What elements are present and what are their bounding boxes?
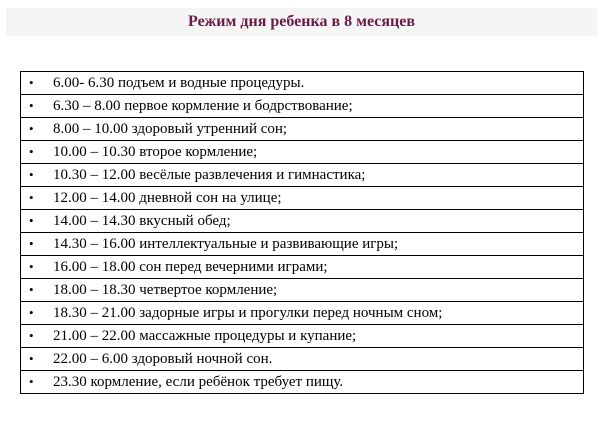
schedule-body (21, 72, 584, 394)
bullet-icon: • (29, 304, 34, 320)
bullet-icon: • (29, 235, 34, 251)
bullet-icon: • (29, 212, 34, 228)
schedule-row (21, 118, 584, 141)
page-title: Режим дня ребенка в 8 месяцев (188, 13, 415, 30)
schedule-row (21, 371, 584, 394)
schedule-item-text: 10.00 – 10.30 второе кормление; (53, 143, 258, 160)
schedule-item-text: 18.00 – 18.30 четвертое кормление; (53, 281, 278, 298)
bullet-icon: • (29, 143, 34, 159)
bullet-icon: • (29, 166, 34, 182)
schedule-row (21, 95, 584, 118)
schedule-cell (21, 279, 584, 302)
schedule-item-text: 14.30 – 16.00 интеллектуальные и развивающие игры; (53, 235, 399, 252)
bullet-icon: • (29, 327, 34, 343)
schedule-cell (21, 141, 584, 164)
schedule-row (21, 187, 584, 210)
schedule-row (21, 164, 584, 187)
schedule-item-text: 21.00 – 22.00 массажные процедуры и купание; (53, 327, 357, 344)
bullet-icon: • (29, 373, 34, 389)
schedule-row (21, 279, 584, 302)
bullet-icon: • (29, 258, 34, 274)
bullet-icon: • (29, 350, 34, 366)
schedule-row (21, 302, 584, 325)
schedule-item-text: 23.30 кормление, если ребёнок требует пищу. (53, 373, 344, 390)
schedule-row (21, 72, 584, 95)
schedule-cell (21, 72, 584, 95)
schedule-row (21, 325, 584, 348)
schedule-item-text: 6.30 – 8.00 первое кормление и бодрствование; (53, 97, 353, 114)
schedule-cell (21, 187, 584, 210)
schedule-row (21, 233, 584, 256)
schedule-item-text: 22.00 – 6.00 здоровый ночной сон. (53, 350, 273, 367)
title-bar (6, 8, 597, 36)
schedule-table (20, 71, 584, 394)
schedule-cell (21, 371, 584, 394)
schedule-cell (21, 164, 584, 187)
schedule-cell (21, 233, 584, 256)
schedule-row (21, 141, 584, 164)
schedule-cell (21, 95, 584, 118)
schedule-item-text: 12.00 – 14.00 дневной сон на улице; (53, 189, 282, 206)
schedule-cell (21, 118, 584, 141)
schedule-item-text: 8.00 – 10.00 здоровый утренний сон; (53, 120, 288, 137)
bullet-icon: • (29, 189, 34, 205)
bullet-icon: • (29, 281, 34, 297)
schedule-item-text: 10.30 – 12.00 весёлые развлечения и гимнастика; (53, 166, 366, 183)
schedule-cell (21, 325, 584, 348)
schedule-cell (21, 302, 584, 325)
bullet-icon: • (29, 120, 34, 136)
schedule-item-text: 14.00 – 14.30 вкусный обед; (53, 212, 231, 229)
schedule-cell (21, 210, 584, 233)
schedule-row (21, 348, 584, 371)
schedule-item-text: 16.00 – 18.00 сон перед вечерними играми; (53, 258, 328, 275)
bullet-icon: • (29, 74, 34, 90)
schedule-item-text: 18.30 – 21.00 задорные игры и прогулки перед ночным сном; (53, 304, 443, 321)
schedule-item-text: 6.00- 6.30 подъем и водные процедуры. (53, 74, 305, 91)
schedule-row (21, 256, 584, 279)
schedule-cell (21, 348, 584, 371)
bullet-icon: • (29, 97, 34, 113)
schedule-cell (21, 256, 584, 279)
schedule-row (21, 210, 584, 233)
